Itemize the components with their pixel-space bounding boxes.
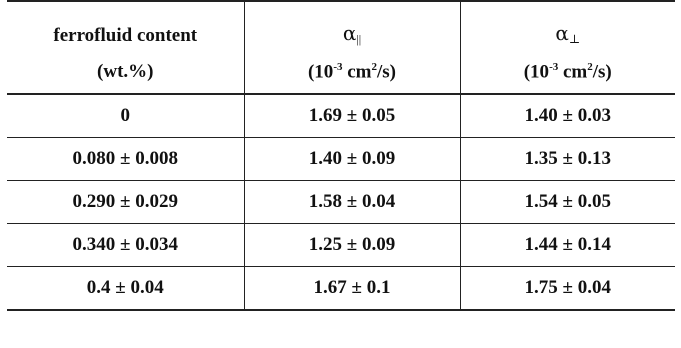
- unit-pre: (10: [307, 61, 334, 83]
- cell-content: 0: [7, 94, 244, 138]
- header-row-2: [7, 51, 675, 94]
- header-alpha-parallel: [244, 1, 460, 51]
- unit-exponent-2: 2: [371, 60, 377, 73]
- cell-content: 0.080 ± 0.008: [7, 138, 244, 181]
- cell-alpha-perpendicular: 1.44 ± 0.14: [460, 224, 675, 267]
- ferrofluid-table: [7, 0, 675, 311]
- cell-alpha-parallel: 1.25 ± 0.09: [244, 224, 460, 267]
- table-row: [7, 181, 675, 224]
- unit-pre: (10: [523, 61, 550, 83]
- data-table-container: [7, 0, 675, 346]
- table-row: [7, 138, 675, 181]
- alpha-symbol: α: [342, 21, 357, 45]
- cell-alpha-parallel: 1.69 ± 0.05: [244, 94, 460, 138]
- header-alpha-parallel-unit: [244, 51, 460, 94]
- cell-alpha-perpendicular: 1.54 ± 0.05: [460, 181, 675, 224]
- header-content-unit: (wt.%): [7, 51, 244, 94]
- table-row: [7, 267, 675, 311]
- unit-mid: cm: [342, 61, 372, 83]
- header-alpha-perpendicular: [460, 1, 675, 51]
- cell-alpha-parallel: 1.67 ± 0.1: [244, 267, 460, 311]
- cell-content: 0.4 ± 0.04: [7, 267, 244, 311]
- parallel-subscript: ||: [356, 32, 362, 46]
- unit-mid: cm: [558, 61, 588, 83]
- unit-exponent: -3: [549, 60, 559, 73]
- table-row: [7, 94, 675, 138]
- cell-content: 0.340 ± 0.034: [7, 224, 244, 267]
- header-row-1: [7, 1, 675, 51]
- unit-post: /s): [377, 61, 396, 83]
- cell-alpha-perpendicular: 1.40 ± 0.03: [460, 94, 675, 138]
- cell-content: 0.290 ± 0.029: [7, 181, 244, 224]
- unit-exponent: -3: [333, 60, 343, 73]
- cell-alpha-perpendicular: 1.75 ± 0.04: [460, 267, 675, 311]
- cell-alpha-parallel: 1.40 ± 0.09: [244, 138, 460, 181]
- table-row: [7, 224, 675, 267]
- header-content-label: ferrofluid content: [7, 1, 244, 51]
- unit-post: /s): [592, 61, 612, 83]
- unit-exponent-2: 2: [587, 60, 593, 73]
- alpha-symbol: α: [555, 21, 569, 45]
- header-alpha-perpendicular-unit: [460, 51, 675, 94]
- perpendicular-subscript: ⊥: [568, 32, 581, 46]
- cell-alpha-perpendicular: 1.35 ± 0.13: [460, 138, 675, 181]
- cell-alpha-parallel: 1.58 ± 0.04: [244, 181, 460, 224]
